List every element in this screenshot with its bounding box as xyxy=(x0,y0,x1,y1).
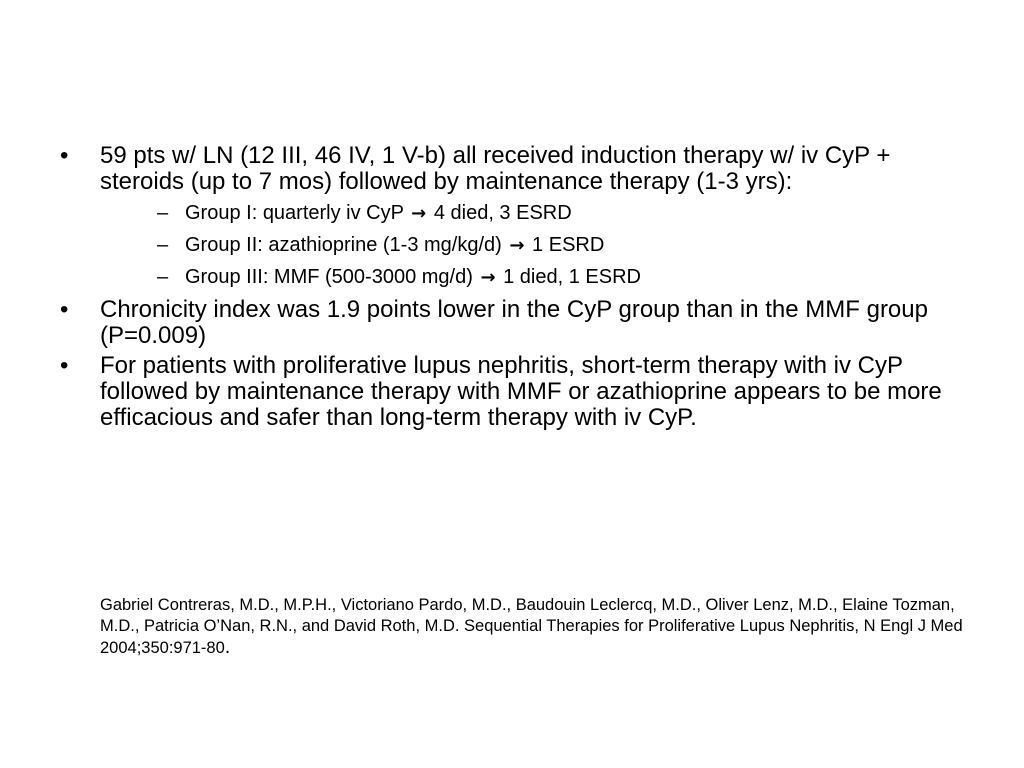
bullet-item-chronicity xyxy=(60,297,970,349)
sub-bullet-marker: – xyxy=(157,202,169,224)
bullet-item-conclusion xyxy=(60,353,970,431)
citation xyxy=(100,595,970,659)
sub-bullet-outcome: 1 died, 1 ESRD xyxy=(503,266,641,288)
sub-bullet-outcome: 1 ESRD xyxy=(532,234,605,256)
sub-bullet-marker: – xyxy=(157,266,169,288)
bullet-text: For patients with proliferative lupus nephritis, short-term therapy with iv CyP followed by maintenance therapy with MMF or azathioprine appears to be more efficacious and safer than long-term therapy with iv CyP. xyxy=(100,352,942,431)
sub-bullet-text: Group I: quarterly iv CyP xyxy=(185,202,404,224)
sub-bullet-group-3 xyxy=(100,265,970,290)
sub-bullet-outcome: 4 died, 3 ESRD xyxy=(433,202,572,224)
bullet-text: 59 pts w/ LN (12 III, 46 IV, 1 V-b) all received induction therapy w/ iv CyP + steroids (up to 7 mos) followed by maintenance therapy (1-3 yrs): xyxy=(100,142,891,195)
right-arrow-icon: → xyxy=(509,235,525,256)
sub-bullet-list xyxy=(100,201,970,290)
sub-bullet-group-1 xyxy=(100,201,970,226)
bullet-marker: • xyxy=(60,142,69,169)
right-arrow-icon: → xyxy=(411,203,427,224)
right-arrow-icon: → xyxy=(480,267,496,288)
sub-bullet-group-2 xyxy=(100,233,970,258)
sub-bullet-text: Group III: MMF (500-3000 mg/d) xyxy=(185,266,473,288)
bullet-item-study-design xyxy=(60,143,970,290)
sub-bullet-text: Group II: azathioprine (1-3 mg/kg/d) xyxy=(185,234,502,256)
citation-text: Gabriel Contreras, M.D., M.P.H., Victoriano Pardo, M.D., Baudouin Leclercq, M.D., Oliver Lenz, M.D., Elaine Tozman, M.D., Patricia O’Nan, R.N., and David Roth, M.D. Sequential Therapies for Proliferative Lupus Nephritis, N Engl J Med 2004;350:971-80 xyxy=(100,596,963,657)
sub-bullet-marker: – xyxy=(157,234,169,256)
citation-period: . xyxy=(224,636,231,658)
bullet-list xyxy=(60,143,970,435)
bullet-marker: • xyxy=(60,352,69,379)
bullet-marker: • xyxy=(60,296,69,323)
bullet-text: Chronicity index was 1.9 points lower in the CyP group than in the MMF group (P=0.009) xyxy=(100,296,928,349)
